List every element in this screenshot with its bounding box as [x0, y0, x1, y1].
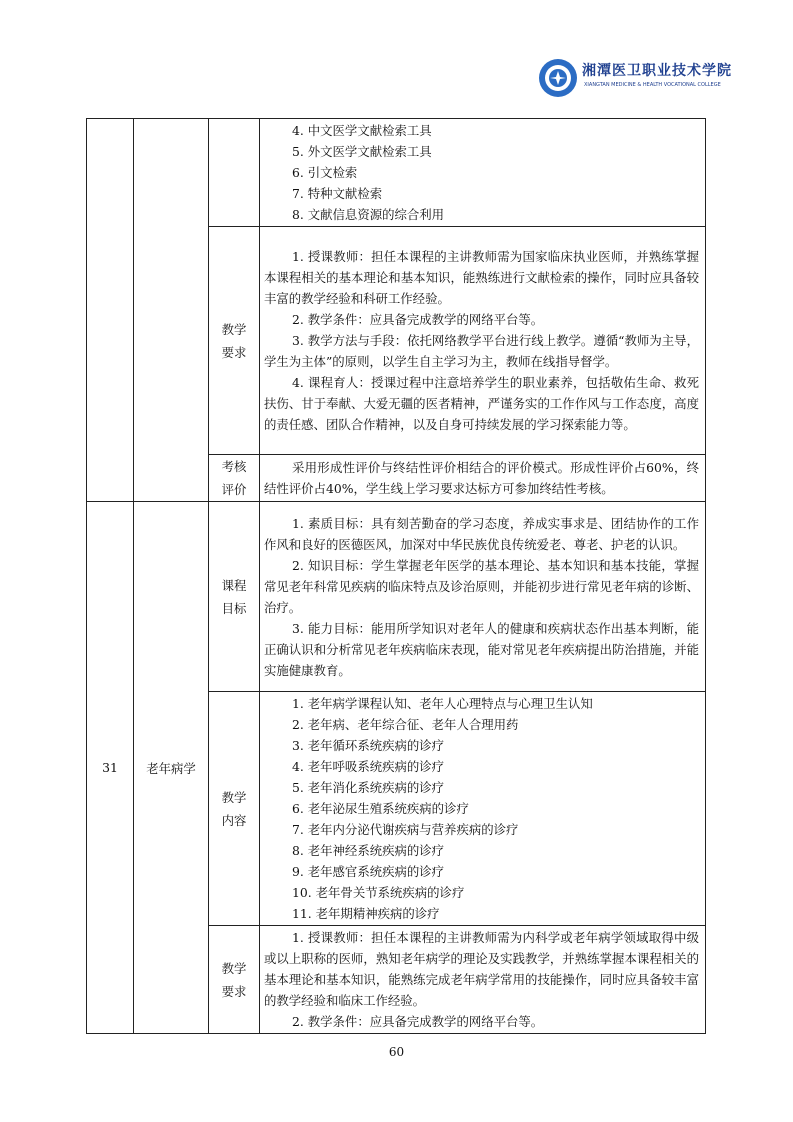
- paragraph: 采用形成性评价与终结性评价相结合的评价模式。形成性评价占60%，终结性评价占40%，学生线上学习要求达标方可参加终结性考核。: [264, 460, 699, 496]
- table-row: [87, 119, 706, 227]
- list-item: 7. 老年内分泌代谢疾病与营养疾病的诊疗: [292, 822, 519, 837]
- school-name-en: XIANGTAN MEDICINE & HEALTH VOCATIONAL COLLEGE: [584, 82, 721, 88]
- content-items-cell: [260, 119, 706, 227]
- paragraph: 4. 课程育人：授课过程中注意培养学生的职业素养，包括敬佑生命、救死扶伤、甘于奉献、大爱无疆的医者精神，严谨务实的工作作风与工作态度，高度的责任感、团队合作精神，以及自身可持续发展的学习探索能力等。: [264, 375, 699, 432]
- paragraph: 3. 能力目标：能用所学知识对老年人的健康和疾病状态作出基本判断，能正确认识和分析常见老年疾病临床表现，能对常见老年疾病提出防治措施，并能实施健康教育。: [264, 620, 699, 678]
- objectives-cell: [260, 502, 706, 692]
- list-item: 5. 老年消化系统疾病的诊疗: [292, 780, 445, 795]
- paragraph: 1. 授课教师：担任本课程的主讲教师需为国家临床执业医师，并熟练掌握本课程相关的基本理论和基本知识，能熟练进行文献检索的操作，同时应具备较丰富的教学经验和科研工作经验。: [264, 249, 699, 306]
- school-logo: [538, 58, 732, 102]
- school-emblem-icon: [538, 58, 578, 98]
- course-name: 老年病学: [134, 502, 209, 1034]
- list-item: 4. 中文医学文献检索工具: [292, 123, 432, 138]
- list-item: 3. 老年循环系统疾病的诊疗: [292, 738, 445, 753]
- list-item: 6. 引文检索: [292, 165, 358, 180]
- list-item: 9. 老年感官系统疾病的诊疗: [292, 864, 445, 879]
- course-number: 31: [87, 502, 134, 1034]
- paragraph: 1. 素质目标：具有刻苦勤奋的学习态度，养成实事求是、团结协作的工作作风和良好的医德医风，加深对中华民族优良传统爱老、尊老、护老的认识。: [264, 515, 699, 552]
- requirements-label: 教学要求: [209, 926, 260, 1034]
- content-label: 教学内容: [209, 692, 260, 926]
- list-item: 8. 老年神经系统疾病的诊疗: [292, 843, 445, 858]
- objectives-label: 课程目标: [209, 502, 260, 692]
- table-row: [87, 502, 706, 692]
- list-item: 7. 特种文献检索: [292, 186, 383, 201]
- school-name-cn: 湘潭医卫职业技术学院: [582, 63, 732, 79]
- list-item: 4. 老年呼吸系统疾病的诊疗: [292, 759, 445, 774]
- paragraph: 1. 授课教师：担任本课程的主讲教师需为内科学或老年病学领域取得中级或以上职称的医师，熟知老年病学的理论及实践教学，并熟练掌握本课程相关的基本理论和基本知识，能熟练完成老年病学常用的技能操作，同时应具备较丰富的教学经验和临床工作经验。: [264, 930, 699, 1008]
- list-item: 2. 老年病、老年综合征、老年人合理用药: [292, 717, 519, 732]
- teaching-requirements-cell: [260, 227, 706, 455]
- content-items-cell: [260, 692, 706, 926]
- curriculum-table: [86, 118, 706, 1034]
- list-item: 6. 老年泌尿生殖系统疾病的诊疗: [292, 801, 469, 816]
- list-item: 10. 老年骨关节系统疾病的诊疗: [292, 885, 465, 900]
- paragraph: 3. 教学方法与手段：依托网络教学平台进行线上教学。遵循“教师为主导，学生为主体”的原则，以学生自主学习为主，教师在线指导督学。: [264, 333, 699, 369]
- page-number: 60: [388, 1045, 405, 1059]
- teaching-requirements-label: 教学要求: [209, 227, 260, 455]
- paragraph: 2. 知识目标：学生掌握老年医学的基本理论、基本知识和基本技能，掌握常见老年科常见疾病的临床特点及诊治原则，并能初步进行常见老年病的诊断、治疗。: [264, 557, 699, 615]
- list-item: 8. 文献信息资源的综合利用: [292, 207, 445, 222]
- assessment-cell: [260, 455, 706, 502]
- list-item: 1. 老年病学课程认知、老年人心理特点与心理卫生认知: [292, 696, 593, 711]
- list-item: 11. 老年期精神疾病的诊疗: [292, 906, 440, 921]
- list-item: 5. 外文医学文献检索工具: [292, 144, 432, 159]
- assessment-label: 考核评价: [209, 455, 260, 502]
- paragraph: 2. 教学条件：应具备完成教学的网络平台等。: [292, 1014, 544, 1029]
- requirements-cell: [260, 926, 706, 1034]
- paragraph: 2. 教学条件：应具备完成教学的网络平台等。: [292, 312, 544, 327]
